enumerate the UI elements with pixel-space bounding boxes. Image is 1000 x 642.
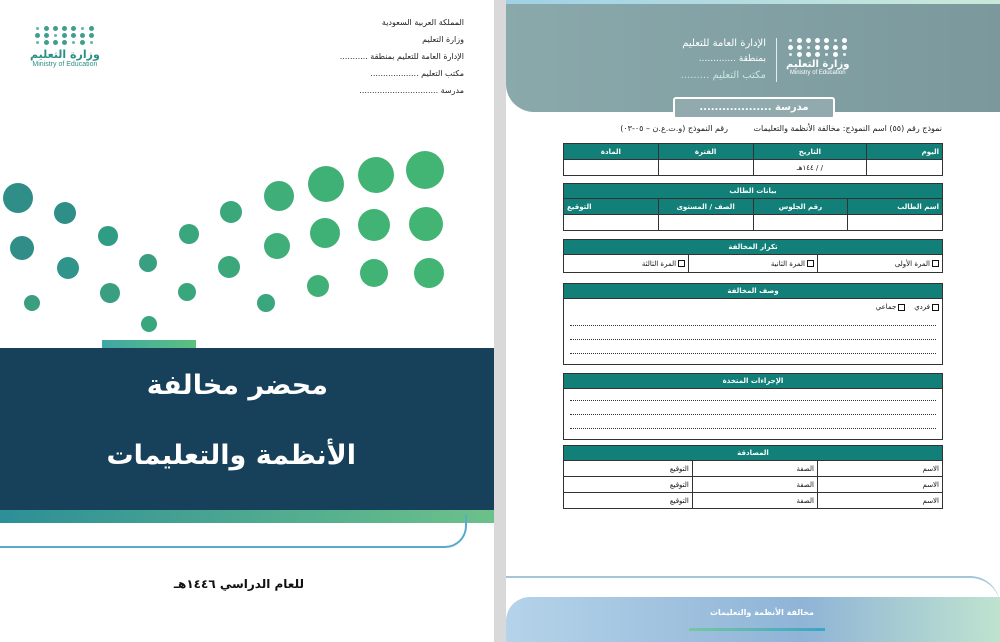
second-time-option[interactable] xyxy=(689,255,818,273)
decorative-dot xyxy=(10,236,34,260)
signature-cell[interactable] xyxy=(564,461,655,477)
checkbox-icon[interactable] xyxy=(932,304,939,311)
decorative-dot xyxy=(360,259,388,287)
seat-number-cell[interactable] xyxy=(753,215,848,231)
signature-label: التوقيع xyxy=(654,461,692,477)
checkbox-icon[interactable] xyxy=(932,260,939,267)
decorative-dot xyxy=(57,257,79,279)
decorative-dot xyxy=(257,294,275,312)
signature-cell[interactable] xyxy=(564,493,655,509)
description-area[interactable] xyxy=(564,299,943,365)
header-date: التاريخ xyxy=(753,144,867,160)
cover-title-line-2: الأنظمة والتعليمات xyxy=(106,440,356,471)
option-label: المرة الأولى xyxy=(894,259,930,268)
name-cell[interactable] xyxy=(817,477,900,493)
description-table xyxy=(563,283,943,365)
header-period: الفترة xyxy=(658,144,753,160)
role-cell[interactable] xyxy=(692,461,783,477)
academic-year: للعام الدراسي ١٤٤٦هـ xyxy=(173,577,304,591)
cover-page xyxy=(0,0,494,642)
ministry-logo xyxy=(786,38,849,76)
student-name-cell[interactable] xyxy=(848,215,943,231)
decorative-dot xyxy=(264,181,294,211)
actions-area[interactable] xyxy=(564,389,943,440)
third-time-option[interactable] xyxy=(564,255,689,273)
decorative-dot xyxy=(414,258,444,288)
decorative-dot xyxy=(54,202,76,224)
header-line: الإدارة العامة للتعليم بمنطقة ........... xyxy=(339,52,464,61)
repeat-table xyxy=(563,239,943,273)
decorative-dot xyxy=(409,207,443,241)
decorative-dot xyxy=(358,157,394,193)
decorative-dot xyxy=(406,151,444,189)
header-day: اليوم xyxy=(867,144,943,160)
header-line: وزارة التعليم xyxy=(422,35,464,44)
role-cell[interactable] xyxy=(692,477,783,493)
date-cell[interactable]: / / ١٤٤هـ xyxy=(753,160,867,176)
form-page xyxy=(506,0,1000,642)
banner-region-text: بمنطقة ............. xyxy=(698,54,766,64)
cover-title-line-1: محضر مخالفة xyxy=(146,370,328,401)
option-label: المرة الثانية xyxy=(770,259,805,268)
form-name: نموذج رقم (٥٥) اسم النموذج: مخالفة الأنظمة والتعليمات xyxy=(753,124,942,133)
decorative-dot xyxy=(179,224,199,244)
name-cell[interactable] xyxy=(817,461,900,477)
header-signature: التوقيع xyxy=(564,199,659,215)
logo-arabic-text: وزارة التعليم xyxy=(786,59,850,70)
name-label: الاسم xyxy=(901,461,943,477)
signature-cell[interactable] xyxy=(564,477,655,493)
header-line: المملكة العربية السعودية xyxy=(381,18,464,27)
role-cell[interactable] xyxy=(692,493,783,509)
actions-section-title: الإجراءات المتخذة xyxy=(564,374,943,389)
decorative-dot xyxy=(308,166,344,202)
banner-office-text: مكتب التعليم ......... xyxy=(680,70,766,81)
decorative-dot xyxy=(220,201,242,223)
student-table xyxy=(563,183,943,231)
logo-english-text: Ministry of Education xyxy=(789,70,846,76)
decorative-dot xyxy=(307,275,329,297)
first-time-option[interactable] xyxy=(817,255,942,273)
approval-table xyxy=(563,445,943,509)
logo-arabic-text: وزارة التعليم xyxy=(30,48,100,61)
decorative-dot xyxy=(100,283,120,303)
name-label: الاسم xyxy=(901,493,943,509)
decorative-dot xyxy=(264,233,290,259)
day-cell[interactable] xyxy=(867,160,943,176)
name-label: الاسم xyxy=(901,477,943,493)
group-label: جماعي xyxy=(875,303,897,311)
actions-table xyxy=(563,373,943,440)
checkbox-icon[interactable] xyxy=(678,260,685,267)
role-label: الصفة xyxy=(783,461,817,477)
decorative-dot xyxy=(178,283,196,301)
logo-dots-icon xyxy=(788,38,848,57)
approval-section-title: المصادقة xyxy=(564,446,943,461)
checkbox-icon[interactable] xyxy=(898,304,905,311)
decorative-dot xyxy=(98,226,118,246)
individual-label: فردي xyxy=(914,303,930,311)
description-section-title: وصف المخالفة xyxy=(564,284,943,299)
form-code: رقم النموذج (و.ت.ع.ن – ٠٥-٠٣) xyxy=(620,124,728,133)
student-section-title: بيانات الطالب xyxy=(564,184,943,199)
bottom-banner xyxy=(506,597,1000,642)
decorative-dot xyxy=(141,316,157,332)
subject-cell[interactable] xyxy=(564,160,659,176)
header-student-name: اسم الطالب xyxy=(848,199,943,215)
signature-label: التوقيع xyxy=(654,493,692,509)
info-table xyxy=(563,143,943,176)
decorative-curve xyxy=(0,515,467,548)
name-cell[interactable] xyxy=(817,493,900,509)
header-line: مكتب التعليم ................... xyxy=(370,69,464,78)
checkbox-icon[interactable] xyxy=(807,260,814,267)
role-label: الصفة xyxy=(783,477,817,493)
title-band xyxy=(0,348,494,510)
banner-admin-text: الإدارة العامة للتعليم xyxy=(682,38,766,49)
decorative-dot xyxy=(358,209,390,241)
logo-dots-icon xyxy=(35,26,95,45)
repeat-section-title: تكرار المخالفة xyxy=(564,240,943,255)
grade-cell[interactable] xyxy=(658,215,753,231)
period-cell[interactable] xyxy=(658,160,753,176)
cover-header xyxy=(324,14,464,99)
option-label: المرة الثالثة xyxy=(641,259,677,268)
signature-label: التوقيع xyxy=(654,477,692,493)
decorative-dot xyxy=(3,183,33,213)
signature-cell[interactable] xyxy=(564,215,659,231)
role-label: الصفة xyxy=(783,493,817,509)
footer-bar xyxy=(689,628,825,631)
banner-divider xyxy=(776,38,777,82)
logo-english-text: Ministry of Education xyxy=(32,61,98,68)
footer-title: مخالفة الأنظمة والتعليمات xyxy=(709,608,814,617)
ministry-logo xyxy=(30,26,100,68)
decorative-dot xyxy=(310,218,340,248)
decorative-dot xyxy=(24,295,40,311)
header-grade: الصف / المستوى xyxy=(658,199,753,215)
decorative-dot xyxy=(139,254,157,272)
header-line: مدرسة ............................... xyxy=(359,86,464,95)
header-seat-number: رقم الجلوس xyxy=(753,199,848,215)
school-label: مدرسة ................... xyxy=(673,97,835,119)
decorative-dot xyxy=(218,256,240,278)
header-subject: المادة xyxy=(564,144,659,160)
